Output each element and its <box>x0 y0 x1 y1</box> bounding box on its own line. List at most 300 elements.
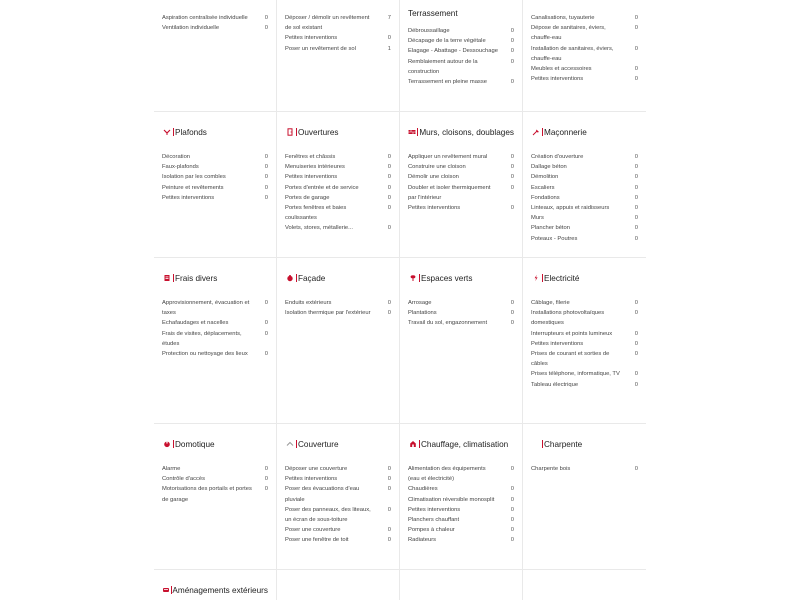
subcategory-item[interactable] <box>531 64 638 74</box>
subcategory-count: 0 <box>634 225 638 232</box>
subcategory-item[interactable] <box>162 152 268 162</box>
subcategory-count: 0 <box>634 466 638 472</box>
subcategory-count: 0 <box>634 76 638 83</box>
subcategory-label: Echafaudages et nacelles <box>162 320 229 327</box>
subcategory-list <box>408 464 514 546</box>
subcategory-label: Peinture et revêtements <box>162 184 224 191</box>
subcategory-item[interactable] <box>285 298 391 308</box>
subcategory-label: Terrassement en pleine masse <box>408 79 487 86</box>
title-marker <box>296 440 297 448</box>
subcategory-count: 0 <box>634 164 638 171</box>
subcategory-count: 7 <box>387 15 391 21</box>
subcategory-label: Dallage béton <box>531 164 567 171</box>
subcategory-label: Escaliers <box>531 184 555 191</box>
subcategory-count: 0 <box>634 184 638 191</box>
facade-icon <box>285 273 295 283</box>
subcategory-list <box>531 152 638 244</box>
subcategory-item[interactable] <box>408 152 514 162</box>
subcategory-item[interactable] <box>408 308 514 318</box>
subcategory-label: Construire une cloison <box>408 164 466 171</box>
subcategory-label: Enduits extérieurs <box>285 300 332 306</box>
subcategory-item[interactable] <box>408 36 514 46</box>
subcategory-list <box>531 298 638 390</box>
subcategory-list <box>162 13 268 33</box>
category-card <box>154 424 277 570</box>
subcategory-count: 0 <box>634 174 638 181</box>
subcategory-count: 0 <box>510 28 514 34</box>
category-title: Couverture <box>298 439 339 449</box>
subcategory-label: Installations photovoltaïques domestiques <box>531 310 605 327</box>
subcategory-count: 0 <box>510 320 514 327</box>
subcategory-list <box>531 464 638 474</box>
category-header[interactable] <box>531 271 638 285</box>
subcategory-item[interactable] <box>531 23 638 43</box>
subcategory-item[interactable] <box>162 464 268 474</box>
subcategory-label: Linteaux, appuis et raidisseurs <box>531 205 610 212</box>
roof-icon <box>285 439 295 449</box>
subcategory-label: Planchers chauffant <box>408 517 460 524</box>
category-title: Ouvertures <box>298 127 339 137</box>
subcategory-label: Charpente bois <box>531 466 571 472</box>
subcategory-label: Démolition <box>531 174 559 181</box>
subcategory-count: 0 <box>387 537 391 544</box>
subcategory-label: Radiateurs <box>408 537 437 544</box>
subcategory-label: Frais de visites, déplacements, études <box>162 330 242 347</box>
subcategory-count: 0 <box>387 476 391 483</box>
subcategory-label: Petites interventions <box>408 205 461 212</box>
subcategory-item[interactable] <box>531 152 638 162</box>
subcategory-list <box>408 26 514 87</box>
category-header[interactable] <box>162 271 268 285</box>
subcategory-count: 0 <box>634 15 638 21</box>
subcategory-label: Plancher béton <box>531 225 570 232</box>
category-title: Espaces verts <box>421 273 473 283</box>
subcategory-item[interactable] <box>531 162 638 172</box>
category-title: Plafonds <box>175 127 207 137</box>
subcategory-item[interactable] <box>162 23 268 33</box>
subcategory-item[interactable] <box>408 172 514 182</box>
category-header[interactable] <box>408 437 514 451</box>
subcategory-item[interactable] <box>531 223 638 233</box>
subcategory-label: Motorisations des portails et portes de garage <box>162 486 252 503</box>
subcategory-label: Petites interventions <box>531 340 584 347</box>
subcategory-item[interactable] <box>285 308 391 318</box>
subcategory-list <box>162 152 268 203</box>
category-card <box>277 258 400 424</box>
subcategory-item[interactable] <box>531 13 638 23</box>
subcategory-item[interactable] <box>285 152 391 162</box>
subcategory-count: 0 <box>387 300 391 306</box>
subcategory-item[interactable] <box>531 380 638 390</box>
category-title: Façade <box>298 273 326 283</box>
category-title: Maçonnerie <box>544 127 587 137</box>
subcategory-count: 1 <box>387 45 391 52</box>
subcategory-label: Appliquer un revêtement mural <box>408 154 488 160</box>
subcategory-item[interactable] <box>408 525 514 535</box>
subcategory-item[interactable] <box>285 44 391 54</box>
subcategory-item[interactable] <box>285 474 391 484</box>
subcategory-count: 0 <box>387 184 391 191</box>
subcategory-item[interactable] <box>162 318 268 328</box>
subcategory-count: 0 <box>387 486 391 493</box>
subcategory-item[interactable] <box>408 298 514 308</box>
subcategory-label: Petites interventions <box>162 194 215 201</box>
subcategory-count: 0 <box>387 205 391 212</box>
title-marker <box>542 128 543 136</box>
subcategory-label: Déposer / démolir un revêtement de sol existant <box>285 15 370 32</box>
title-marker <box>419 440 420 448</box>
subcategory-item[interactable] <box>531 464 638 474</box>
lightning-icon <box>531 273 541 283</box>
category-card <box>154 112 277 258</box>
subcategory-count: 0 <box>264 351 268 358</box>
category-card <box>523 0 646 112</box>
subcategory-label: Contrôle d'accès <box>162 476 205 483</box>
subcategory-item[interactable] <box>285 203 391 223</box>
subcategory-label: Remblaiement autour de la construction <box>408 58 478 75</box>
subcategory-label: Démolir une cloison <box>408 174 459 181</box>
home-automation-icon <box>162 439 172 449</box>
subcategory-count: 0 <box>634 371 638 378</box>
frame-icon <box>531 439 541 449</box>
subcategory-item[interactable] <box>162 349 268 359</box>
category-card <box>277 424 400 570</box>
wall-icon <box>408 127 416 137</box>
subcategory-label: Murs <box>531 215 544 222</box>
subcategory-count: 0 <box>634 235 638 242</box>
subcategory-item[interactable] <box>408 484 514 494</box>
category-card <box>523 258 646 424</box>
subcategory-label: Décoration <box>162 154 191 160</box>
category-title: Chauffage, climatisation <box>421 439 509 449</box>
subcategory-label: Aspiration centralisée individuelle <box>162 15 248 21</box>
subcategory-label: Meubles et accessoires <box>531 66 592 73</box>
subcategory-count: 0 <box>387 164 391 171</box>
category-header[interactable] <box>285 125 391 139</box>
subcategory-item[interactable] <box>408 464 514 484</box>
subcategory-label: Canalisations, tuyauterie <box>531 15 595 21</box>
subcategory-count: 0 <box>264 25 268 32</box>
subcategory-item[interactable] <box>408 535 514 545</box>
subcategory-count: 0 <box>634 25 638 32</box>
subcategory-item[interactable] <box>531 308 638 328</box>
subcategory-item[interactable] <box>285 535 391 545</box>
subcategory-count: 0 <box>510 79 514 86</box>
category-card <box>400 570 523 600</box>
subcategory-count: 0 <box>387 527 391 534</box>
subcategory-label: Volets, stores, métallerie... <box>285 225 353 232</box>
title-marker <box>542 274 543 282</box>
category-title: Electricité <box>544 273 580 283</box>
category-card <box>154 0 277 112</box>
category-card <box>523 570 646 600</box>
subcategory-count: 0 <box>510 517 514 524</box>
subcategory-item[interactable] <box>408 46 514 56</box>
category-title: Domotique <box>175 439 215 449</box>
subcategory-count: 0 <box>264 154 268 160</box>
subcategory-item[interactable] <box>285 464 391 474</box>
subcategory-item[interactable] <box>162 193 268 203</box>
subcategory-label: Poser des panneaux, des liteaux, un écran de sous-toiture <box>285 506 371 524</box>
subcategory-item[interactable] <box>285 193 391 203</box>
subcategory-count: 0 <box>510 486 514 493</box>
subcategory-count: 0 <box>387 506 391 513</box>
subcategory-count: 0 <box>264 476 268 483</box>
subcategory-label: Doubler et isoler thermiquement par l'intérieur <box>408 184 491 201</box>
subcategory-item[interactable] <box>531 213 638 223</box>
subcategory-label: Poteaux - Poutres <box>531 235 578 242</box>
subcategory-item[interactable] <box>408 183 514 203</box>
category-header[interactable] <box>408 125 514 139</box>
subcategory-item[interactable] <box>531 203 638 213</box>
subcategory-label: Petites interventions <box>285 35 338 42</box>
subcategory-count: 0 <box>264 194 268 201</box>
heating-icon <box>408 439 418 449</box>
subcategory-label: Décapage de la terre végétale <box>408 38 486 45</box>
subcategory-item[interactable] <box>531 339 638 349</box>
category-header[interactable] <box>285 437 391 451</box>
subcategory-label: Petites interventions <box>285 174 338 181</box>
category-card <box>154 570 277 600</box>
subcategory-list <box>531 13 638 84</box>
subcategory-item[interactable] <box>408 495 514 505</box>
subcategory-label: Installation de sanitaires, éviers, chauffe-eau <box>531 45 614 62</box>
title-marker <box>417 128 418 136</box>
subcategory-item[interactable] <box>162 474 268 484</box>
subcategory-label: Poser un revêtement de sol <box>285 45 356 52</box>
subcategory-item[interactable] <box>162 13 268 23</box>
subcategory-count: 0 <box>510 154 514 160</box>
subcategory-count: 0 <box>264 320 268 327</box>
door-icon <box>285 127 295 137</box>
fees-icon <box>162 273 172 283</box>
subcategory-label: Alarme <box>162 466 181 472</box>
subcategory-list <box>408 152 514 213</box>
subcategory-item[interactable] <box>285 162 391 172</box>
category-card <box>400 112 523 258</box>
subcategory-item[interactable] <box>162 484 268 504</box>
subcategory-count: 0 <box>634 300 638 306</box>
subcategory-count: 0 <box>510 527 514 534</box>
subcategory-label: Tableau électrique <box>531 381 579 388</box>
category-card <box>277 570 400 600</box>
category-card <box>154 258 277 424</box>
category-card <box>400 258 523 424</box>
subcategory-item[interactable] <box>531 74 638 84</box>
category-card <box>523 424 646 570</box>
subcategory-count: 0 <box>510 466 514 472</box>
subcategory-item[interactable] <box>531 298 638 308</box>
category-card <box>277 112 400 258</box>
category-card <box>523 112 646 258</box>
subcategory-list <box>162 464 268 505</box>
subcategory-item[interactable] <box>408 505 514 515</box>
category-title: Aménagements extérieurs <box>172 585 268 595</box>
subcategory-label: Débroussaillage <box>408 28 450 34</box>
subcategory-label: Fenêtres et châssis <box>285 154 336 160</box>
subcategory-label: Faux-plafonds <box>162 164 199 171</box>
subcategory-label: Menuiseries intérieures <box>285 164 345 171</box>
subcategory-item[interactable] <box>408 57 514 77</box>
subcategory-label: Chaudières <box>408 486 438 493</box>
subcategory-count: 0 <box>510 310 514 317</box>
subcategory-count: 0 <box>387 194 391 201</box>
subcategory-item[interactable] <box>408 26 514 36</box>
plant-icon <box>408 273 418 283</box>
subcategory-count: 0 <box>634 215 638 222</box>
subcategory-count: 0 <box>510 38 514 45</box>
category-title: Terrassement <box>408 8 458 18</box>
category-header[interactable] <box>162 437 268 451</box>
subcategory-item[interactable] <box>531 234 638 244</box>
subcategory-label: Ventilation individuelle <box>162 25 220 32</box>
category-header[interactable] <box>531 125 638 139</box>
subcategory-list <box>285 152 391 234</box>
subcategory-label: Petites interventions <box>531 76 584 83</box>
subcategory-count: 0 <box>264 330 268 337</box>
subcategory-count: 0 <box>634 194 638 201</box>
subcategory-label: Dépose de sanitaires, éviers, chauffe-eau <box>531 25 606 42</box>
subcategory-item[interactable] <box>408 77 514 87</box>
title-marker <box>542 440 543 448</box>
subcategory-label: Poser une fenêtre de toit <box>285 537 349 544</box>
subcategory-item[interactable] <box>285 13 391 33</box>
subcategory-item[interactable] <box>531 193 638 203</box>
subcategory-count: 0 <box>264 184 268 191</box>
subcategory-label: Petites interventions <box>285 476 338 483</box>
subcategory-count: 0 <box>510 58 514 65</box>
subcategory-list <box>285 464 391 546</box>
subcategory-label: Poser une couverture <box>285 527 341 534</box>
subcategory-count: 0 <box>264 300 268 306</box>
subcategory-label: Travail du sol, engazonnement <box>408 320 488 327</box>
subcategory-count: 0 <box>510 174 514 181</box>
title-marker <box>173 440 174 448</box>
subcategory-count: 0 <box>510 506 514 513</box>
trowel-icon <box>531 127 541 137</box>
subcategory-count: 0 <box>634 381 638 388</box>
subcategory-label: Elagage - Abattage - Dessouchage <box>408 48 498 55</box>
subcategory-label: Prises de courant et sorties de câbles <box>531 351 610 368</box>
subcategory-label: Isolation par les combles <box>162 174 226 181</box>
subcategory-list <box>285 13 391 54</box>
subcategory-label: Interrupteurs et points lumineux <box>531 330 613 337</box>
subcategory-item[interactable] <box>285 223 391 233</box>
subcategory-item[interactable] <box>408 203 514 213</box>
subcategory-label: Câblage, filerie <box>531 300 570 306</box>
subcategory-count: 0 <box>387 154 391 160</box>
subcategory-count: 0 <box>264 486 268 493</box>
title-marker <box>296 128 297 136</box>
category-header[interactable] <box>162 125 268 139</box>
subcategory-item[interactable] <box>162 162 268 172</box>
subcategory-list <box>162 298 268 359</box>
ceiling-icon <box>162 127 172 137</box>
subcategory-count: 0 <box>510 537 514 544</box>
subcategory-item[interactable] <box>408 318 514 328</box>
subcategory-count: 0 <box>634 351 638 358</box>
subcategory-item[interactable] <box>531 329 638 339</box>
subcategory-count: 0 <box>634 340 638 347</box>
subcategory-item[interactable] <box>285 33 391 43</box>
category-title: Murs, cloisons, doublages <box>419 127 514 137</box>
subcategory-count: 0 <box>634 66 638 73</box>
subcategory-item[interactable] <box>531 369 638 379</box>
subcategory-label: Approvisionnement, évacuation et taxes <box>162 300 250 317</box>
category-title: Frais divers <box>175 273 218 283</box>
category-header[interactable] <box>285 271 391 285</box>
subcategory-count: 0 <box>634 310 638 317</box>
subcategory-item[interactable] <box>162 183 268 193</box>
subcategory-count: 0 <box>634 45 638 52</box>
subcategory-count: 0 <box>387 466 391 472</box>
subcategory-item[interactable] <box>162 172 268 182</box>
category-card <box>400 424 523 570</box>
subcategory-count: 0 <box>264 164 268 171</box>
category-header[interactable] <box>408 271 514 285</box>
subcategory-count: 0 <box>510 164 514 171</box>
subcategory-count: 0 <box>510 205 514 212</box>
subcategory-label: Protection ou nettoyage des lieux <box>162 351 248 358</box>
subcategory-item[interactable] <box>531 172 638 182</box>
subcategory-item[interactable] <box>285 484 391 504</box>
subcategory-item[interactable] <box>285 183 391 193</box>
category-card <box>277 0 400 112</box>
subcategory-label: Pompes à chaleur <box>408 527 455 534</box>
subcategory-count: 0 <box>387 310 391 317</box>
title-marker <box>173 274 174 282</box>
title-marker <box>173 128 174 136</box>
subcategory-count: 0 <box>387 174 391 181</box>
subcategory-item[interactable] <box>162 329 268 349</box>
subcategory-item[interactable] <box>531 349 638 369</box>
subcategory-label: Isolation thermique par l'extérieur <box>285 310 371 317</box>
subcategory-item[interactable] <box>408 162 514 172</box>
category-header[interactable] <box>408 6 514 20</box>
title-marker <box>419 274 420 282</box>
category-title: Charpente <box>544 439 583 449</box>
subcategory-count: 0 <box>634 205 638 212</box>
subcategory-count: 0 <box>264 466 268 472</box>
subcategory-label: Portes fenêtres et baies coulissantes <box>285 205 347 222</box>
subcategory-item[interactable] <box>285 172 391 182</box>
subcategory-label: Alimentation des équipements (eau et électricité) <box>408 466 486 483</box>
subcategory-list <box>408 298 514 329</box>
subcategory-item[interactable] <box>285 525 391 535</box>
subcategory-label: Arrosage <box>408 300 432 306</box>
subcategory-count: 0 <box>634 330 638 337</box>
subcategory-count: 0 <box>634 154 638 160</box>
category-header[interactable] <box>531 437 638 451</box>
subcategory-item[interactable] <box>162 298 268 318</box>
subcategory-item[interactable] <box>531 183 638 193</box>
subcategory-list <box>285 298 391 318</box>
subcategory-label: Poser des évacuations d'eau pluviale <box>285 486 360 503</box>
title-marker <box>296 274 297 282</box>
subcategory-item[interactable] <box>285 505 391 525</box>
subcategory-item[interactable] <box>531 44 638 64</box>
category-card <box>400 0 523 112</box>
subcategory-count: 0 <box>510 184 514 191</box>
subcategory-label: Climatisation réversible monosplit <box>408 496 495 503</box>
subcategory-label: Déposer une couverture <box>285 466 348 472</box>
subcategory-label: Portes d'entrée et de service <box>285 184 359 191</box>
subcategory-label: Petites interventions <box>408 506 461 513</box>
subcategory-count: 0 <box>510 48 514 55</box>
subcategory-count: 0 <box>264 15 268 21</box>
category-header[interactable] <box>162 583 268 597</box>
subcategory-item[interactable] <box>408 515 514 525</box>
